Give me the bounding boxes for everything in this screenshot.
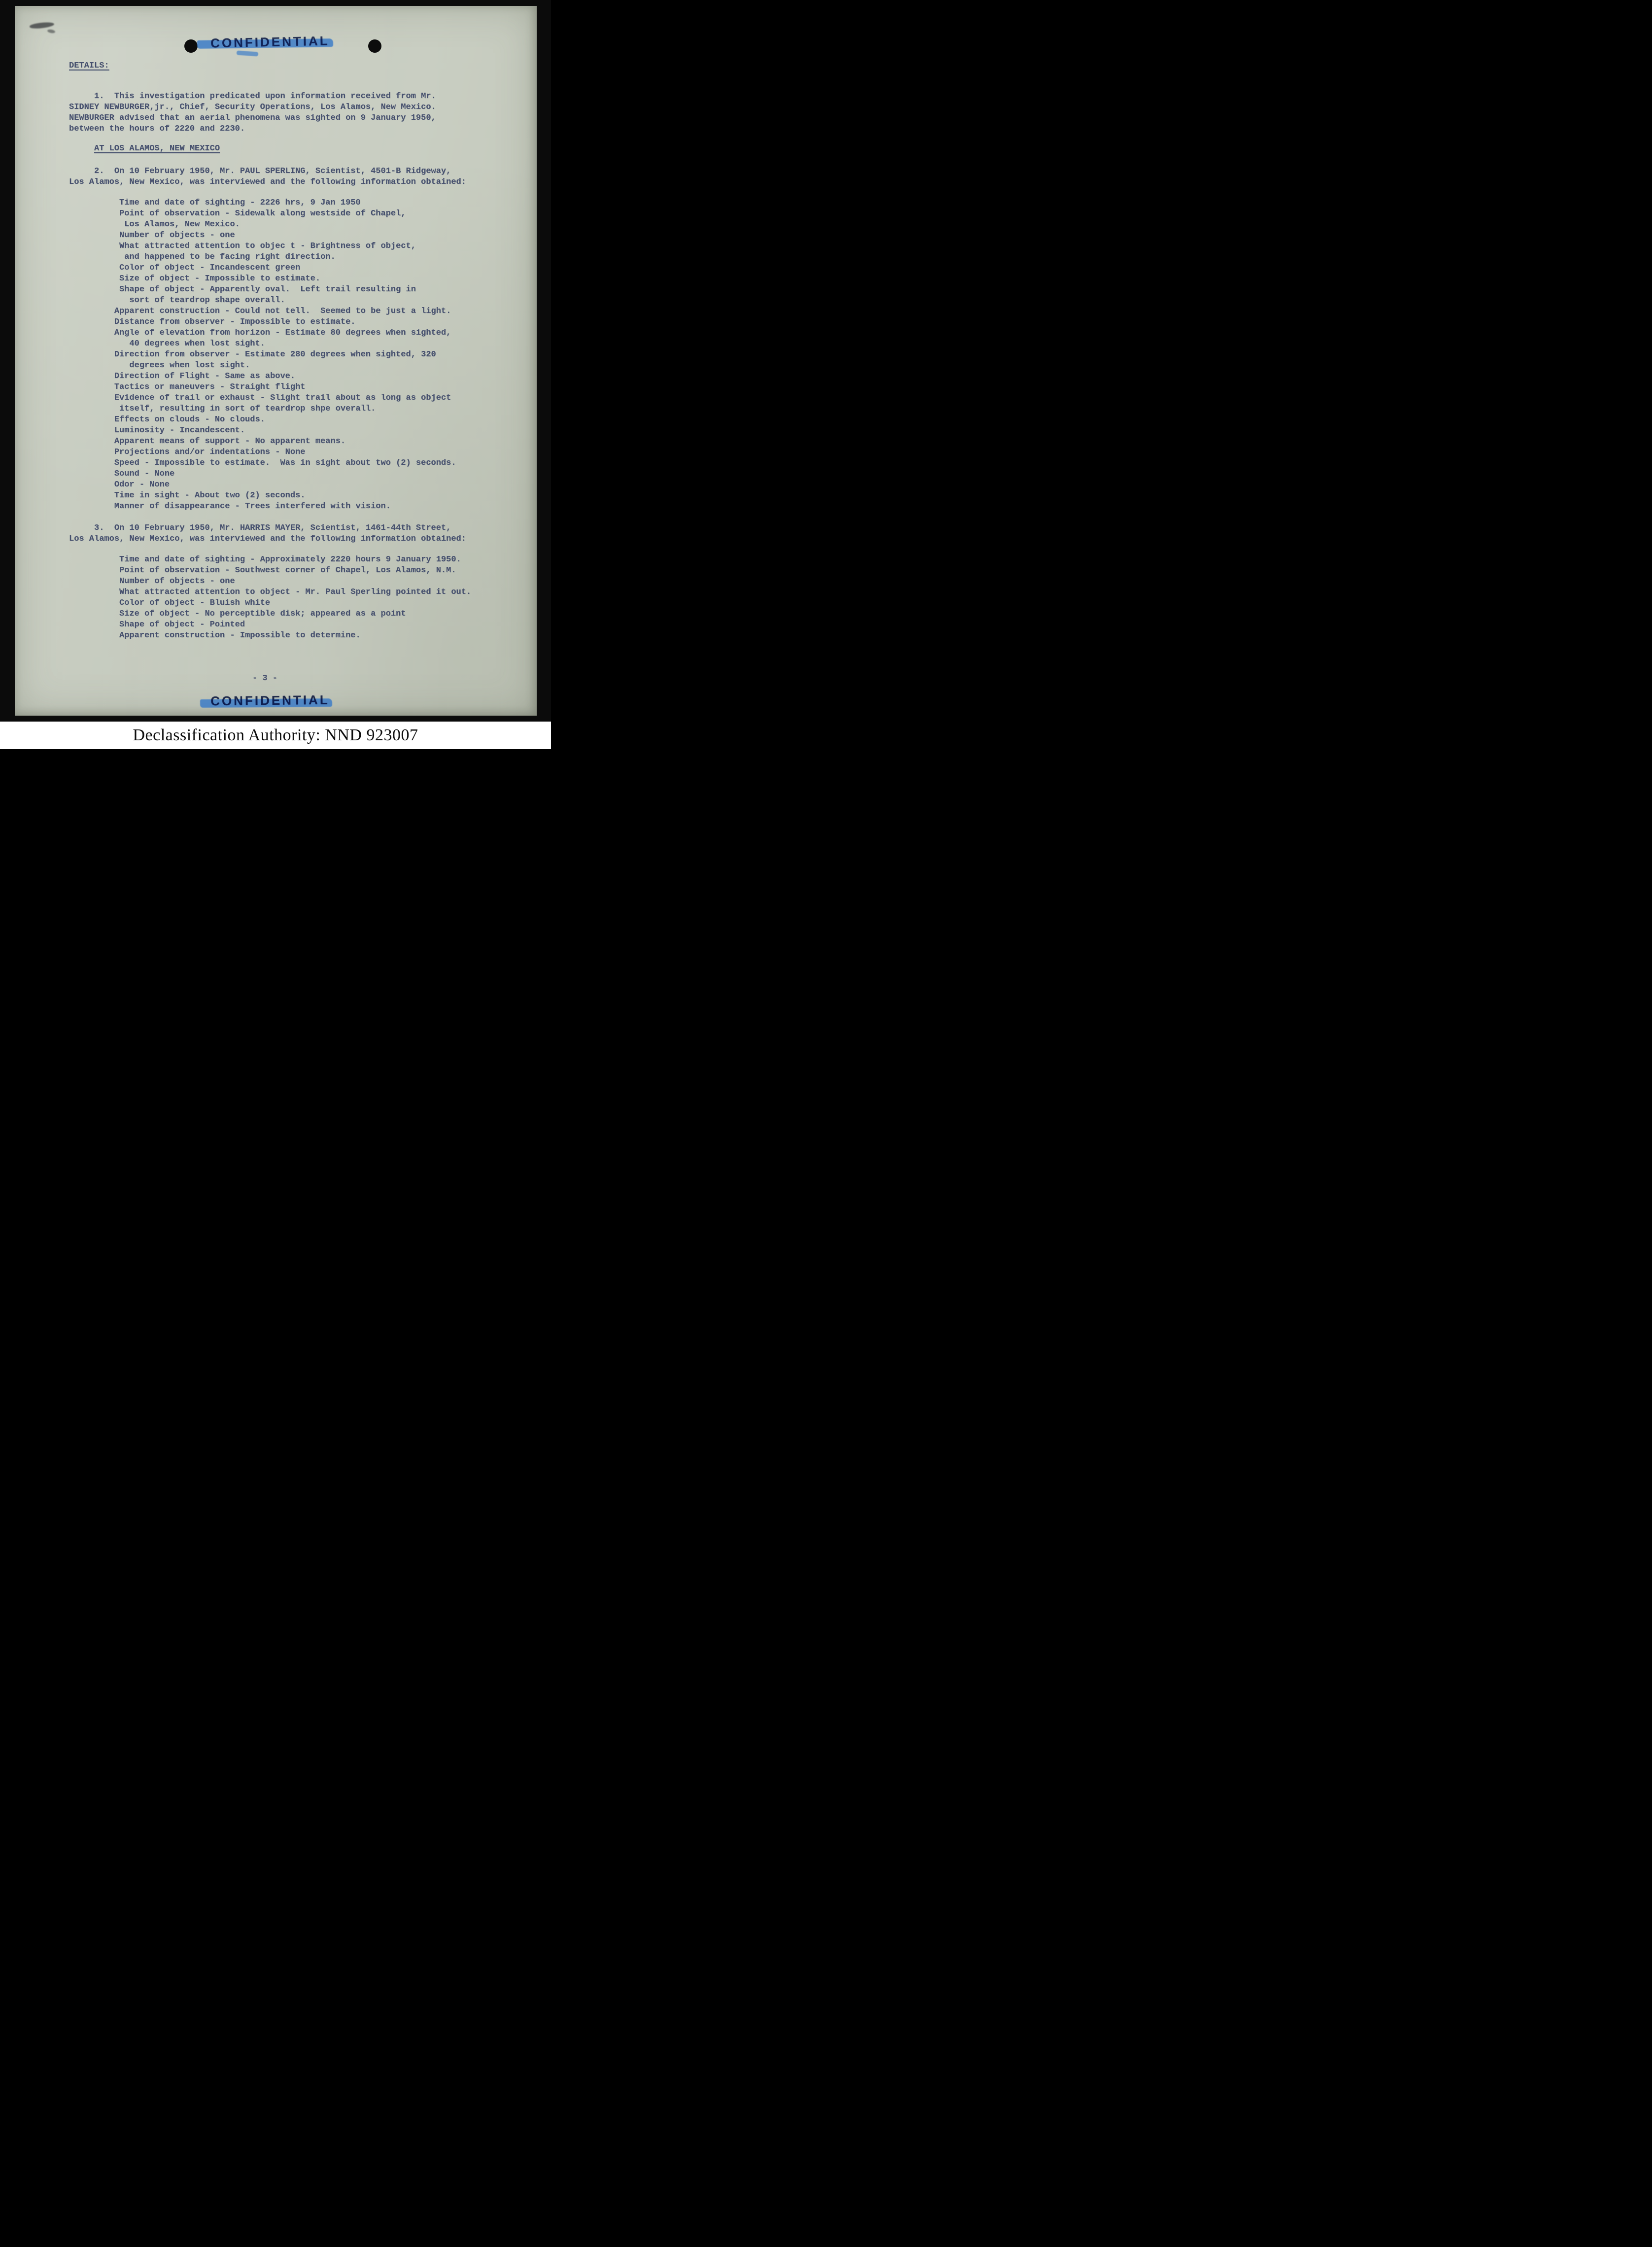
typed-line: 2. On 10 February 1950, Mr. PAUL SPERLING, Scientist, 4501-B Ridgeway, xyxy=(69,167,451,176)
scan-viewport xyxy=(0,0,551,749)
typed-line: Speed - Impossible to estimate. Was in sight about two (2) seconds. xyxy=(69,458,456,468)
typed-line: Apparent construction - Could not tell. Seemed to be just a light. xyxy=(69,307,451,316)
ink-smudge xyxy=(47,29,56,34)
typed-line: between the hours of 2220 and 2230. xyxy=(69,124,245,134)
typed-line: Sound - None xyxy=(69,469,175,479)
typed-line: Apparent construction - Impossible to determine. xyxy=(69,631,361,640)
typed-line: 40 degrees when lost sight. xyxy=(69,339,265,348)
ink-smudge xyxy=(30,21,55,30)
typed-line: Time and date of sighting - Approximately 2220 hours 9 January 1950. xyxy=(69,555,461,564)
blue-marker-tail xyxy=(237,50,259,56)
heading-details: DETAILS: xyxy=(69,61,109,70)
typed-line: Tactics or maneuvers - Straight flight xyxy=(69,382,306,392)
typed-line: Odor - None xyxy=(69,480,170,489)
typed-line: Distance from observer - Impossible to estimate. xyxy=(69,317,356,327)
paper-page xyxy=(15,6,537,716)
typed-line: What attracted attention to object - Mr. Paul Sperling pointed it out. xyxy=(69,588,472,597)
paragraph-3-intro xyxy=(69,523,513,545)
typed-line: Los Alamos, New Mexico, was interviewed and the following information obtained: xyxy=(69,534,466,544)
typed-line: Effects on clouds - No clouds. xyxy=(69,415,265,424)
typed-line: Time in sight - About two (2) seconds. xyxy=(69,491,306,500)
typed-line: Evidence of trail or exhaust - Slight trail about as long as object xyxy=(69,393,451,403)
typed-line: Direction of Flight - Same as above. xyxy=(69,372,296,381)
typed-line: Time and date of sighting - 2226 hrs, 9 Jan 1950 xyxy=(69,198,361,207)
typed-line: Apparent means of support - No apparent means. xyxy=(69,437,346,446)
typed-line: 1. This investigation predicated upon information received from Mr. xyxy=(69,92,436,101)
typed-line: Projections and/or indentations - None xyxy=(69,448,306,457)
typed-line: itself, resulting in sort of teardrop shpe overall. xyxy=(69,404,376,414)
paragraph-2-intro xyxy=(69,166,513,188)
typed-line: Manner of disappearance - Trees interfered with vision. xyxy=(69,502,391,511)
typed-line: Color of object - Incandescent green xyxy=(69,263,301,273)
typed-line: Direction from observer - Estimate 280 degrees when sighted, 320 xyxy=(69,350,436,359)
paragraph-1 xyxy=(69,91,513,135)
declassification-text: Declassification Authority: NND 923007 xyxy=(133,726,418,744)
confidential-stamp-text: CONFIDENTIAL xyxy=(210,33,330,51)
typed-line: Angle of elevation from horizon - Estimate 80 degrees when sighted, xyxy=(69,328,451,338)
confidential-stamp-text: CONFIDENTIAL xyxy=(210,692,330,709)
typed-line: Point of observation - Sidewalk along westside of Chapel, xyxy=(69,209,406,218)
confidential-stamp-top xyxy=(196,34,344,53)
typed-line: Color of object - Bluish white xyxy=(69,598,271,608)
typed-line: Luminosity - Incandescent. xyxy=(69,426,245,435)
declassification-footer xyxy=(0,722,551,749)
typed-line: Los Alamos, New Mexico, was interviewed and the following information obtained: xyxy=(69,177,466,187)
typed-line: Number of objects - one xyxy=(69,577,235,586)
typed-line: Number of objects - one xyxy=(69,231,235,240)
punch-hole-right xyxy=(368,39,381,53)
typed-line: Size of object - No perceptible disk; appeared as a point xyxy=(69,609,406,619)
typed-line: SIDNEY NEWBURGER,jr., Chief, Security Operations, Los Alamos, New Mexico. xyxy=(69,103,436,112)
typed-line: sort of teardrop shape overall. xyxy=(69,296,285,305)
typed-line: Size of object - Impossible to estimate. xyxy=(69,274,321,283)
confidential-stamp-bottom xyxy=(196,692,344,712)
typed-line: degrees when lost sight. xyxy=(69,361,250,370)
typed-line: NEWBURGER advised that an aerial phenomena was sighted on 9 January 1950, xyxy=(69,113,436,123)
page-number: - 3 - xyxy=(252,674,277,683)
report-mayer xyxy=(69,554,513,641)
typed-line: 3. On 10 February 1950, Mr. HARRIS MAYER, Scientist, 1461-44th Street, xyxy=(69,523,451,533)
typed-line: Los Alamos, New Mexico. xyxy=(69,220,240,229)
typed-line: What attracted attention to objec t - Brightness of object, xyxy=(69,242,416,251)
heading-location: AT LOS ALAMOS, NEW MEXICO xyxy=(94,144,220,153)
typed-line: and happened to be facing right direction. xyxy=(69,252,336,262)
typed-line: Shape of object - Pointed xyxy=(69,620,245,629)
typed-line: Point of observation - Southwest corner of Chapel, Los Alamos, N.M. xyxy=(69,566,456,575)
typed-line: Shape of object - Apparently oval. Left trail resulting in xyxy=(69,285,416,294)
report-sperling xyxy=(69,198,513,512)
typed-document-body xyxy=(69,61,513,652)
